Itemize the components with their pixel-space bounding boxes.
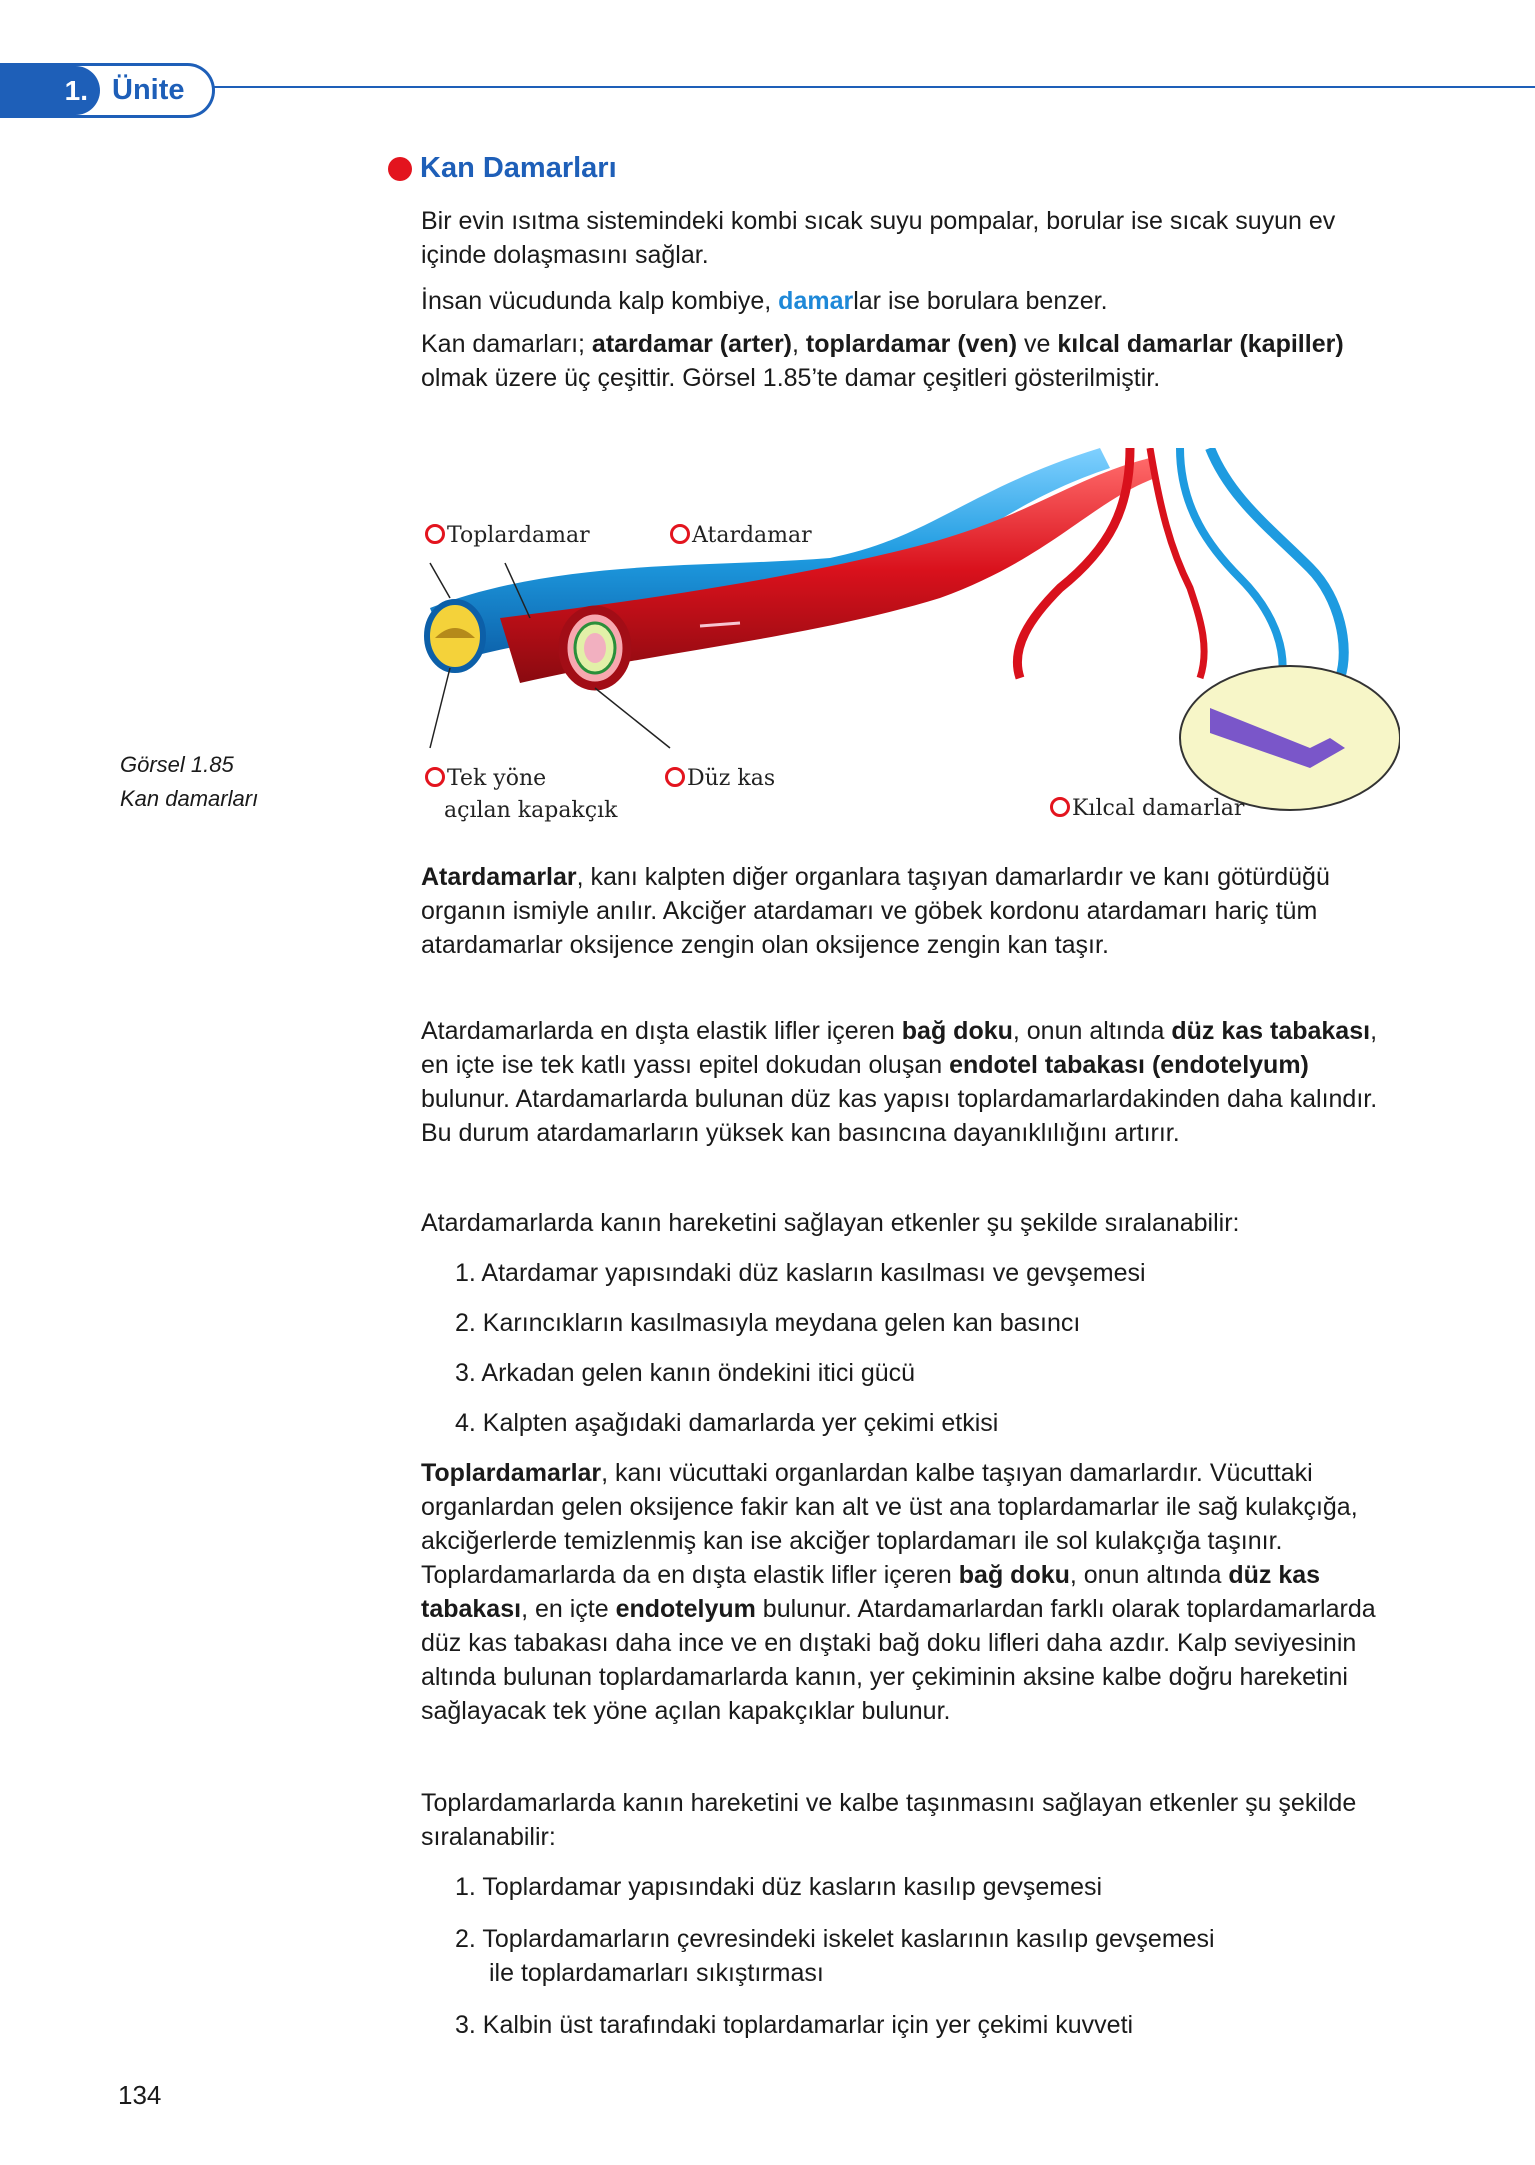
vein-list-item: 3. Kalbin üst tarafındaki toplardamarlar için yer çekimi kuvveti (455, 2011, 1134, 2039)
section-title (388, 152, 617, 185)
artery-term: Atardamarlar (421, 863, 577, 891)
leader-line (595, 688, 670, 748)
label-kilcal-text: Kılcal damarlar (1072, 796, 1245, 821)
figure-caption-number: Görsel 1.85 (120, 752, 234, 777)
vein-p1-d: bulunur. Atardamarlardan farklı olarak toplardamarlarda düz kas tabakası daha ince ve en dıştaki bağ doku lifleri daha azdır. Kalp seviyesinin altında bulunan toplardamarlarda kanın, yer çekiminin aksine kalbe doğru hareketini sağlayacak tek yöne açılan kapakçıklar bulunur. (421, 1595, 1376, 1725)
leader-line (430, 668, 450, 748)
vein-p1-b: , onun altında (1069, 1561, 1229, 1589)
vein-paragraph-2: Toplardamarlarda kanın hareketini ve kalbe taşınmasını sağlayan etkenler şu şekilde sıralanabilir: (421, 1789, 1357, 1851)
marker-ring-icon (425, 767, 445, 787)
marker-ring-icon (665, 767, 685, 787)
label-tek-yone-text: Tek yöne (447, 766, 547, 791)
artery-p2-a: Atardamarlarda en dışta elastik lifler içeren (421, 1017, 902, 1045)
artery-p1-text: , kanı kalpten diğer organlara taşıyan damarlardır ve kanı götürdüğü organın ismiyle anılır. Akciğer atardamarı ve göbek kordonu atardamarı hariç tüm atardamarlar oksijence zengin olan oksijence zengin kan taşır. (421, 863, 1330, 959)
artery-p2-b3: endotel tabakası (endotelyum) (949, 1051, 1309, 1079)
artery-paragraph-1 (421, 860, 1379, 962)
artery-p2-b1: bağ doku (901, 1017, 1013, 1045)
vein-p1-b1: bağ doku (958, 1561, 1070, 1589)
artery-list-item: 1. Atardamar yapısındaki düz kasların kasılması ve gevşemesi (455, 1259, 1146, 1287)
header-rule (210, 86, 1535, 88)
vein-p1-b2: düz kas tabakası (421, 1561, 1321, 1623)
intro-p2-b: lar ise borulara benzer. (853, 287, 1108, 315)
unit-label: Ünite (112, 74, 185, 106)
page-number: 134 (118, 2080, 162, 2110)
figure-caption (120, 748, 258, 816)
intro-paragraph-1: Bir evin ısıtma sistemindeki kombi sıcak suyu pompalar, borular ise sıcak suyun ev içinde dolaşmasını sağlar. (421, 207, 1336, 269)
artery-p2-b2: düz kas tabakası (1171, 1017, 1371, 1045)
intro-p3-b2: toplardamar (ven) (805, 330, 1018, 358)
intro-p3-a: Kan damarları; (421, 330, 592, 358)
artery-p2-e: bulunur. Atardamarlarda bulunan düz kas yapısı toplardamarlardakinden daha kalındır. Bu durum atardamarların yüksek kan basıncına dayanıklılığını artırır. (421, 1085, 1378, 1147)
marker-ring-icon (425, 524, 445, 544)
label-atardamar (670, 523, 812, 548)
vein-term: Toplardamarlar (421, 1459, 602, 1487)
label-duz-kas-text: Düz kas (687, 766, 776, 791)
unit-number: 1. (0, 66, 100, 115)
label-tek-yone (425, 766, 546, 791)
label-kapakcik: açılan kapakçık (444, 798, 618, 823)
label-toplardamar (425, 523, 590, 548)
marker-ring-icon (1050, 797, 1070, 817)
leader-line (430, 563, 450, 598)
vein-p1-c: , en içte (521, 1595, 616, 1623)
artery-branch (1150, 448, 1204, 678)
label-kilcal (1050, 796, 1244, 821)
artery-paragraph-2 (421, 1014, 1379, 1150)
vein-p1-a: , kanı vücuttaki organlardan kalbe taşıyan damarlardır. Vücuttaki organlardan gelen oksijence fakir kan alt ve üst ana toplardamarlar ile sağ kulakçığa, akciğerlerde temizlenmiş kan ise akciğer toplardamarı ile sol kulakçığa taşınır. Toplardamarlarda da en dışta elastik lifler içeren (421, 1459, 1358, 1589)
section-title-text: Kan Damarları (420, 152, 617, 184)
artery-paragraph-3: Atardamarlarda kanın hareketini sağlayan etkenler şu şekilde sıralanabilir: (421, 1209, 1240, 1237)
vein-paragraph-1 (421, 1456, 1379, 1728)
intro-p2-a: İnsan vücudunda kalp kombiye, (421, 287, 779, 315)
artery-list-item: 3. Arkadan gelen kanın öndekini itici gücü (455, 1359, 916, 1387)
blood-vessel-figure (410, 448, 1400, 848)
intro-p3-b1: atardamar (arter) (591, 330, 793, 358)
intro-p3-c: , (792, 330, 806, 358)
artery-list-item: 2. Karıncıkların kasılmasıyla meydana gelen kan basıncı (455, 1309, 1081, 1337)
endothelium (584, 633, 606, 663)
intro-paragraph-2 (421, 284, 1379, 318)
label-atardamar-text: Atardamar (692, 523, 812, 548)
label-toplardamar-text: Toplardamar (447, 523, 590, 548)
intro-p3-d: ve (1017, 330, 1058, 358)
artery-p2-d: , en içte ise tek katlı yassı epitel dokudan oluşan (421, 1017, 1378, 1079)
label-duz-kas (665, 766, 775, 791)
artery-p2-c: , onun altında (1012, 1017, 1172, 1045)
blood-vessel-illustration (410, 448, 1400, 848)
intro-paragraph-3 (421, 327, 1379, 395)
vein-list-item: 2. Toplardamarların çevresindeki iskelet kaslarının kasılıp gevşemesi (455, 1925, 1215, 1953)
vein-list-item: 1. Toplardamar yapısındaki düz kasların kasılıp gevşemesi (455, 1873, 1103, 1901)
intro-p3-b3: kılcal damarlar (kapiller) (1057, 330, 1344, 358)
intro-p3-e: olmak üzere üç çeşittir. Görsel 1.85’te damar çeşitleri gösterilmiştir. (421, 364, 1161, 392)
marker-ring-icon (670, 524, 690, 544)
artery-list-item: 4. Kalpten aşağıdaki damarlarda yer çekimi etkisi (455, 1409, 999, 1437)
capillary-bubble (1180, 666, 1400, 810)
intro-p2-highlight: damar (778, 287, 854, 315)
figure-caption-text: Kan damarları (120, 786, 259, 811)
section-bullet-icon (388, 157, 412, 181)
vein-p1-b3: endotelyum (615, 1595, 756, 1623)
vein-list-item-continuation: ile toplardamarları sıkıştırması (489, 1959, 824, 1987)
